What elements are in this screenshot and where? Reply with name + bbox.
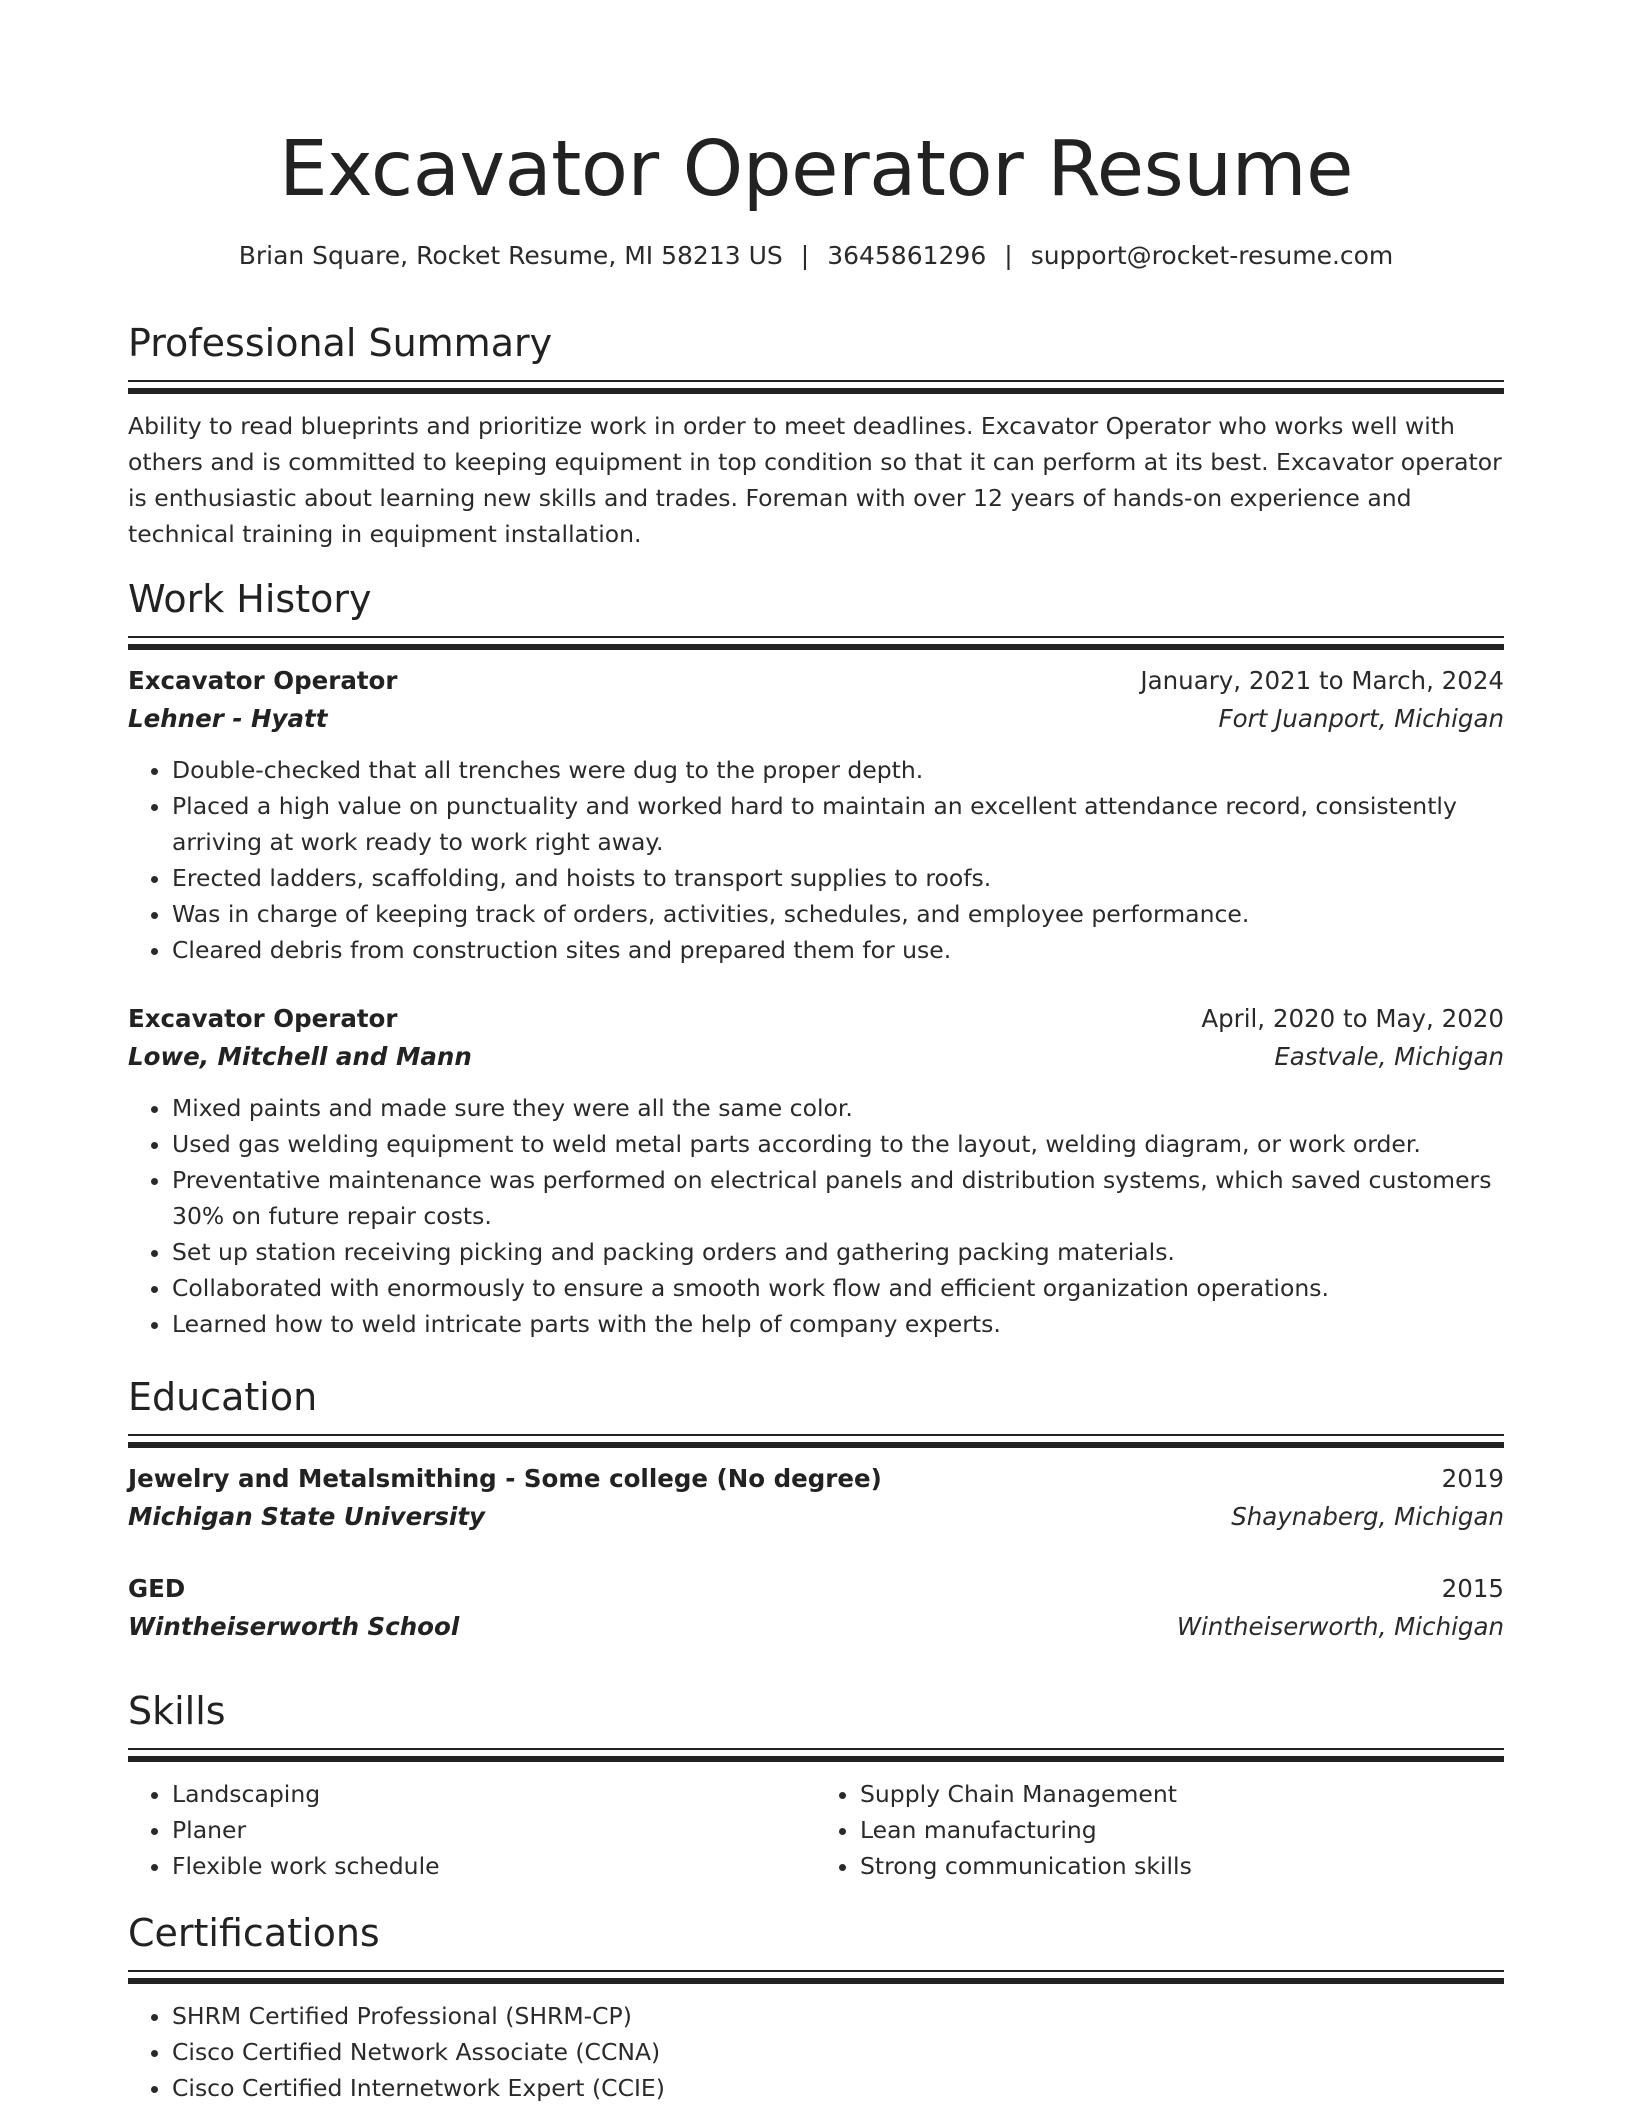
list-item: • Double-checked that all trenches were dug to the proper depth. [172,752,1504,788]
resume-title: Excavator Operator Resume [279,125,1353,214]
certifications-section [128,1908,1504,2106]
contact-phone: 3645861296 [827,241,987,270]
education-entry [128,1460,1504,1536]
contact-separator: | [800,241,810,270]
section-heading: Skills [128,1689,226,1733]
list-item: • Was in charge of keeping track of orders, activities, schedules, and employee performance. [172,896,1504,932]
section-heading: Professional Summary [128,321,553,365]
education-location: Shaynaberg, Michigan [1231,1502,1504,1531]
section-rule-thin [128,380,1504,382]
section-heading: Certifications [128,1911,380,1955]
section-rule-thick [128,1756,1504,1762]
education-section [128,1372,1504,1646]
education-location: Wintheiserworth, Michigan [1176,1612,1504,1641]
job-title: Excavator Operator [128,1004,398,1033]
list-item: • Flexible work schedule [172,1848,816,1884]
list-item: • Set up station receiving picking and packing orders and gathering packing materials. [172,1234,1504,1270]
section-rule-thin [128,1970,1504,1972]
job-subheader [128,1038,1504,1076]
section-rule-thick [128,644,1504,650]
contact-line [128,238,1504,274]
section-rule-thin [128,1748,1504,1750]
job-location: Fort Juanport, Michigan [1218,704,1504,733]
education-entry [128,1570,1504,1646]
job-dates: January, 2021 to March, 2024 [1140,666,1504,695]
job-header [128,662,1504,700]
education-school: Michigan State University [128,1502,485,1531]
job-header [128,1000,1504,1038]
contact-email: support@rocket-resume.com [1030,241,1394,270]
summary-text: Ability to read blueprints and prioritize work in order to meet deadlines. Excavator Operator who works well with others and is committed to keeping equipment in top condition so that it can perform at its best. Excavator operator is enthusiastic about learning new skills and trades. Foreman with over 12 years of hands-on experience and technical training in equipment installation. [128,412,1502,548]
job-bullets [128,752,1504,968]
list-item: • Landscaping [172,1776,816,1812]
skills-right-list [816,1776,1504,1884]
list-item: • Preventative maintenance was performed on electrical panels and distribution systems, which saved customers 30% on future repair costs. [172,1162,1504,1234]
skills-left-list [128,1776,816,1884]
section-heading: Work History [128,577,372,621]
skills-columns [128,1776,1504,1884]
list-item: • Collaborated with enormously to ensure a smooth work flow and efficient organization operations. [172,1270,1504,1306]
list-item: • Learned how to weld intricate parts with the help of company experts. [172,1306,1504,1342]
job-entry [128,1000,1504,1342]
list-item: • Used gas welding equipment to weld metal parts according to the layout, welding diagram, or work order. [172,1126,1504,1162]
section-rule-thick [128,388,1504,394]
list-item: • Cisco Certified Internetwork Expert (CCIE) [172,2070,1504,2106]
job-company: Lehner - Hyatt [128,704,328,733]
list-item: • Placed a high value on punctuality and worked hard to maintain an excellent attendance record, consistently arriving at work ready to work right away. [172,788,1504,860]
certifications-list [128,1998,1504,2106]
list-item: • Cleared debris from construction sites and prepared them for use. [172,932,1504,968]
education-subheader [128,1608,1504,1646]
contact-address: Brian Square, Rocket Resume, MI 58213 US [238,241,783,270]
section-heading: Education [128,1375,318,1419]
list-item: • SHRM Certified Professional (SHRM-CP) [172,1998,1504,2034]
education-degree: GED [128,1574,186,1603]
job-title: Excavator Operator [128,666,398,695]
job-subheader [128,700,1504,738]
list-item: • Supply Chain Management [860,1776,1504,1812]
section-rule-thin [128,636,1504,638]
education-subheader [128,1498,1504,1536]
job-company: Lowe, Mitchell and Mann [128,1042,472,1071]
list-item: • Planer [172,1812,816,1848]
education-header [128,1460,1504,1498]
list-item: • Erected ladders, scaffolding, and hoists to transport supplies to roofs. [172,860,1504,896]
education-header [128,1570,1504,1608]
contact-separator: | [1004,241,1013,270]
education-year: 2015 [1441,1574,1504,1603]
education-degree: Jewelry and Metalsmithing - Some college (No degree) [128,1464,882,1493]
job-location: Eastvale, Michigan [1274,1042,1504,1071]
job-entry [128,662,1504,968]
list-item: • Mixed paints and made sure they were all the same color. [172,1090,1504,1126]
list-item: • Lean manufacturing [860,1812,1504,1848]
work-section [128,574,1504,1342]
education-year: 2019 [1441,1464,1504,1493]
job-dates: April, 2020 to May, 2020 [1201,1004,1504,1033]
list-item: • Cisco Certified Network Associate (CCNA) [172,2034,1504,2070]
section-rule-thick [128,1978,1504,1984]
education-school: Wintheiserworth School [128,1612,460,1641]
section-rule-thin [128,1434,1504,1436]
skills-section [128,1686,1504,1884]
list-item: • Strong communication skills [860,1848,1504,1884]
section-rule-thick [128,1442,1504,1448]
summary-section [128,318,1504,552]
job-bullets [128,1090,1504,1342]
